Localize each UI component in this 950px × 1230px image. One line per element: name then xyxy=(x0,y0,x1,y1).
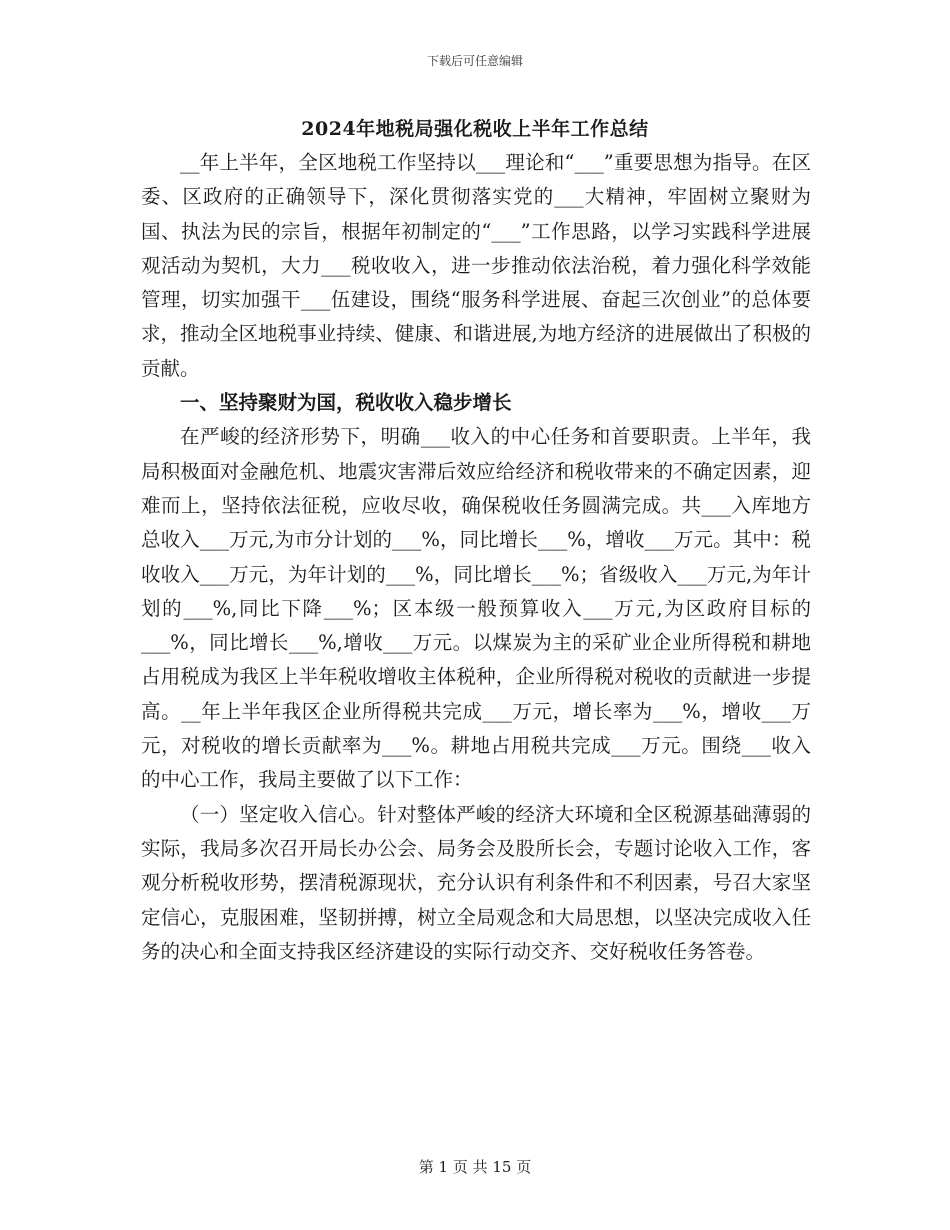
page-header-note: 下载后可任意编辑 xyxy=(426,54,523,68)
section-heading-1: 一、坚持聚财为国，税收收入稳步增长 xyxy=(180,391,512,415)
paragraph-confidence: （一）坚定收入信心。针对整体严峻的经济大环境和全区税源基础薄弱的实际，我局多次召开局长办公会、局务会及股所长会，专题讨论收入工作，客观分析税收形势，摆清税源现状，充分认识有利条件和不利因素，号召大家坚定信心，克服困难，坚韧拼搏，树立全局观念和大局思想，以坚决完成收入任务的决心和全面支持我区经济建设的实际行动交齐、交好税收任务答卷。 xyxy=(141,802,811,963)
paragraph-revenue: 在严峻的经济形势下，明确___收入的中心任务和首要职责。上半年，我局积极面对金融危机、地震灾害滞后效应给经济和税收带来的不确定因素，迎难而上，坚持依法征税，应收尽收，确保税收任务圆满完成。共___入库地方总收入___万元,为市分计划的___%，同比增长___%，增收___万元。其中：税收收入___万元，为年计划的___%，同比增长___%；省级收入___万元,为年计划的___%,同比下降___%；区本级一般预算收入___万元,为区政府目标的___%，同比增长___%,增收___万元。以煤炭为主的采矿业企业所得税和耕地占用税成为我区上半年税收增收主体税种，企业所得税对税收的贡献进一步提高。__年上半年我区企业所得税共完成___万元，增长率为___%，增收___万元，对税收的增长贡献率为___%。耕地占用税共完成___万元。围绕___收入的中心工作，我局主要做了以下工作： xyxy=(141,425,811,792)
paragraph-intro: __年上半年，全区地税工作坚持以___理论和“___”重要思想为指导。在区委、区政府的正确领导下，深化贯彻落实党的___大精神，牢固树立聚财为国、执法为民的宗旨，根据年初制定的“___”工作思路，以学习实践科学进展观活动为契机，大力___税收收入，进一步推动依法治税，着力强化科学效能管理，切实加强干___伍建设，围绕“服务科学进展、奋起三次创业”的总体要求，推动全区地税事业持续、健康、和谐进展,为地方经济的进展做出了积极的贡献。 xyxy=(141,151,811,380)
document-body xyxy=(141,146,811,969)
page-footer-indicator: 第 1 页 共 15 页 xyxy=(418,1158,532,1176)
document-title: 2024年地税局强化税收上半年工作总结 xyxy=(301,118,649,140)
